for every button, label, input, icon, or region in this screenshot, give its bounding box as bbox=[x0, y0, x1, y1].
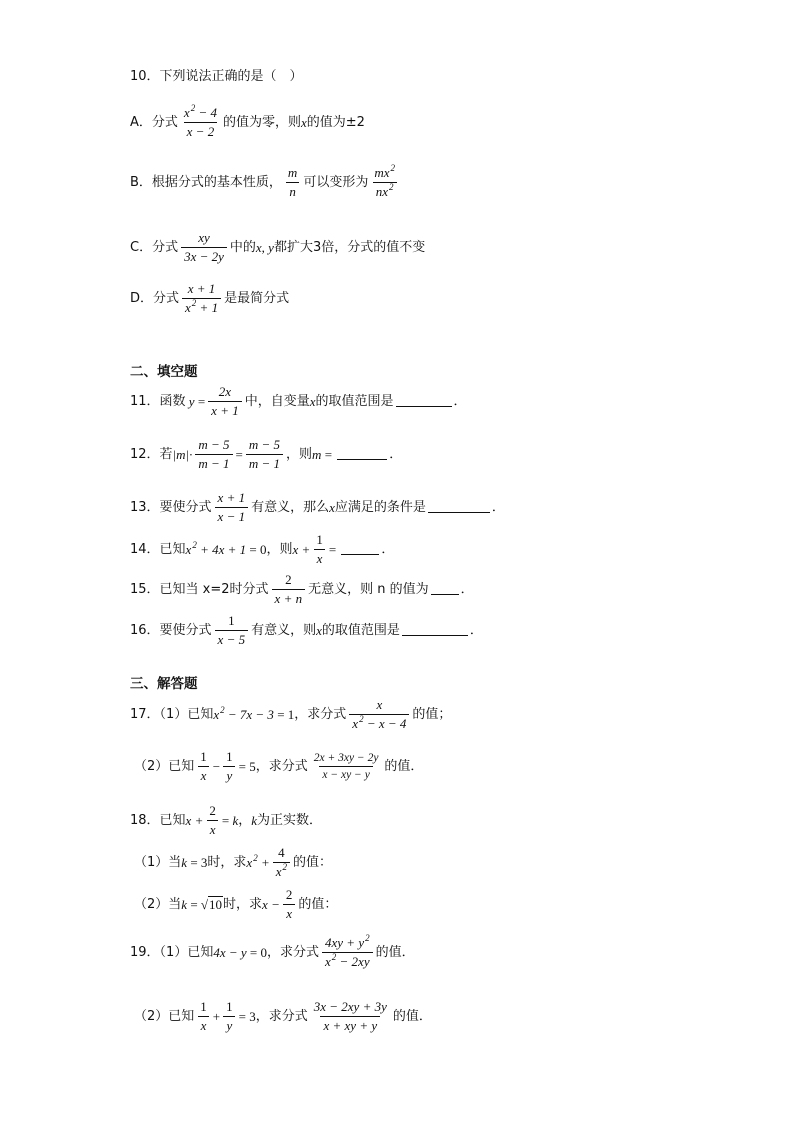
q19-part2: （2）已知 $\frac{1}{x}$ + $\frac{1}{y}$ = 3 ，求分式 $\frac{3x - 2xy + 3y}{x + xy + y}$ 的值． bbox=[134, 999, 432, 1033]
q15 bbox=[130, 573, 474, 605]
q10-d-label: D．分式 bbox=[130, 290, 180, 306]
q16-text-1: 16．要使分式 bbox=[130, 622, 212, 638]
q14: 14．已知 $x^2 + 4x + 1$ = 0 ，则 x + $\frac{1}{x}$ = ． bbox=[130, 532, 395, 566]
q16-text-2: 有意义，则 bbox=[251, 622, 317, 638]
q15-text-1: 15．已知当 x=2时分式 bbox=[130, 581, 269, 597]
q13-text-3: 应满足的条件是 bbox=[334, 499, 426, 515]
q19-p1-text-1: 19．（1）已知 bbox=[130, 944, 214, 960]
q16-text-4: ． bbox=[469, 622, 483, 638]
q10-c-label: C．分式 bbox=[130, 239, 179, 255]
q18-p2-fraction: $\frac{2}{x}$ bbox=[283, 888, 296, 920]
q18-text-2: ， bbox=[238, 812, 252, 828]
q18-p2-text-3: 的值： bbox=[298, 896, 338, 912]
q11-answer-blank[interactable] bbox=[396, 396, 452, 407]
q17-p2-text-3: 的值． bbox=[384, 758, 424, 774]
q15-answer-blank[interactable] bbox=[431, 584, 459, 595]
q19-p1-fraction: $\frac{4xy + y^2}{x^2 - 2xy}$ bbox=[322, 936, 373, 968]
q17-p2-fraction-b: $\frac{1}{y}$ bbox=[223, 750, 236, 782]
q17-p1-text-1: 17．（1）已知 bbox=[130, 706, 214, 722]
q10-c-fraction: $\frac{xy}{3x - 2y}$ bbox=[181, 231, 227, 263]
q10-option-d bbox=[130, 282, 289, 314]
q13-text-1: 13．要使分式 bbox=[130, 499, 212, 515]
q17-p2-text-1: （2）已知 bbox=[134, 758, 195, 774]
q18-part2: （2）当 k = √10 时，求 x − $\frac{2}{x}$ 的值： bbox=[134, 887, 338, 921]
q16-fraction: $\frac{1}{x - 5}$ bbox=[215, 614, 249, 646]
q10-stem-text: 10．下列说法正确的是（ ） bbox=[130, 69, 303, 84]
q17-p1-text-2: ，求分式 bbox=[294, 706, 347, 722]
q18-stem: 18．已知 x + $\frac{2}{x}$ = k ， k 为正实数． bbox=[130, 803, 323, 837]
section2-title: 二、填空题 bbox=[130, 364, 198, 380]
section-solve-title bbox=[130, 678, 198, 692]
q10-option-a: A．分式 $\frac{x^2 - 4}{x - 2}$ 的值为零，则 x 的值为±2 bbox=[130, 103, 365, 139]
q11: 11．函数 y = $\frac{2x}{x + 1}$ 中，自变量 x 的取值范围是 ． bbox=[130, 384, 467, 418]
q10-b-fraction-2: $\frac{mx^2}{nx^2}$ bbox=[374, 163, 395, 199]
q18-p1-text-1: （1）当 bbox=[134, 854, 182, 870]
q19-p1-text-3: 的值． bbox=[375, 944, 415, 960]
q14-fraction: $\frac{1}{x}$ bbox=[313, 533, 326, 565]
q14-text-1: 14．已知 bbox=[130, 541, 186, 557]
q11-fraction: $\frac{2x}{x + 1}$ bbox=[208, 385, 242, 417]
q13-text-2: 有意义，那么 bbox=[251, 499, 330, 515]
q10-c-text-end: 都扩大3倍，分式的值不变 bbox=[273, 239, 426, 255]
q10-option-b bbox=[130, 163, 401, 199]
q12-fraction-2: $\frac{m - 5}{m - 1}$ bbox=[246, 438, 283, 470]
q10-stem bbox=[130, 70, 303, 83]
q13-text-4: ． bbox=[491, 499, 505, 515]
q17-part2: （2）已知 $\frac{1}{x}$ − $\frac{1}{y}$ = 5 ，求分式 $\frac{2x + 3xy - 2y}{x - xy - y}$ 的值． bbox=[134, 749, 424, 783]
q19-p2-text-1: （2）已知 bbox=[134, 1008, 195, 1024]
q16-answer-blank[interactable] bbox=[402, 625, 468, 636]
q15-text-2: 无意义，则 n 的值为 bbox=[308, 581, 429, 597]
q10-d-text: 是最简分式 bbox=[224, 290, 290, 306]
q12-answer-blank[interactable] bbox=[337, 449, 387, 460]
q17-p2-fraction-a: $\frac{1}{x}$ bbox=[197, 750, 210, 782]
q13: 13．要使分式 $\frac{x + 1}{x - 1}$ 有意义，那么 x 应满足的条件是 ． bbox=[130, 490, 505, 524]
q11-text-2: 中，自变量 bbox=[244, 393, 310, 409]
q12: 12．若 |m|· $\frac{m - 5}{m - 1}$ = $\frac{m - 5}{m - 1}$ ，则 m = ． bbox=[130, 437, 403, 471]
q19-p2-fraction-a: $\frac{1}{x}$ bbox=[197, 1000, 210, 1032]
q19-p2-text-3: 的值． bbox=[392, 1008, 432, 1024]
q18-p2-text-2: 时，求 bbox=[223, 896, 263, 912]
q12-fraction-1: $\frac{m - 5}{m - 1}$ bbox=[195, 438, 232, 470]
q13-answer-blank[interactable] bbox=[428, 502, 490, 513]
section3-title: 三、解答题 bbox=[130, 676, 198, 692]
q10-a-text-end: 的值为±2 bbox=[306, 114, 365, 130]
q17-p1-text-3: 的值； bbox=[412, 706, 452, 722]
q12-text-2: ，则 bbox=[286, 446, 313, 462]
q15-fraction: $\frac{2}{x + n}$ bbox=[272, 573, 306, 605]
q10-a-fraction: $\frac{x^2 - 4}{x - 2}$ bbox=[183, 103, 217, 139]
q10-option-c: C．分式 $\frac{xy}{3x - 2y}$ 中的 x, y 都扩大3倍，分式的值不变 bbox=[130, 230, 426, 264]
q13-fraction: $\frac{x + 1}{x - 1}$ bbox=[215, 491, 249, 523]
q18-fraction: $\frac{2}{x}$ bbox=[206, 804, 219, 836]
q18-p1-text-3: 的值： bbox=[293, 854, 333, 870]
q17-p1-fraction: $\frac{x}{x^2 - x - 4}$ bbox=[349, 698, 409, 730]
q19-p1-text-2: ，求分式 bbox=[266, 944, 319, 960]
q14-text-3: ． bbox=[381, 541, 395, 557]
q10-a-label: A．分式 bbox=[130, 114, 178, 130]
q17-part1: 17．（1）已知 $x^2 - 7x - 3$ = 1 ，求分式 $\frac{x}{x^2 - x - 4}$ 的值； bbox=[130, 697, 452, 731]
q14-text-2: ，则 bbox=[266, 541, 293, 557]
section-fill-in-title bbox=[130, 366, 198, 380]
q17-p2-fraction-main: $\frac{2x + 3xy - 2y}{x - xy - y}$ bbox=[313, 751, 379, 781]
q10-d-fraction: $\frac{x + 1}{x^2 + 1}$ bbox=[182, 282, 221, 314]
q10-b-fraction-1: $\frac{m}{n}$ bbox=[287, 165, 298, 199]
q10-c-text: 中的 bbox=[229, 239, 256, 255]
q18-text-1: 18．已知 bbox=[130, 812, 186, 828]
q19-part1: 19．（1）已知 4x − y = 0 ，求分式 $\frac{4xy + y^2}{x^2 - 2xy}$ 的值． bbox=[130, 933, 415, 969]
q19-p2-fraction-main: $\frac{3x - 2xy + 3y}{x + xy + y}$ bbox=[313, 999, 387, 1033]
q18-text-3: 为正实数． bbox=[257, 812, 323, 828]
q18-p1-fraction: $\frac{4}{x^2}$ bbox=[273, 846, 290, 878]
q11-text-1: 11．函数 bbox=[130, 393, 186, 409]
q18-p1-text-2: 时，求 bbox=[207, 854, 247, 870]
q17-p2-text-2: ，求分式 bbox=[255, 758, 308, 774]
q12-text-3: ． bbox=[389, 446, 403, 462]
q18-part1: （1）当 k = 3 时，求 $x^2$ + $\frac{4}{x^2}$ 的值： bbox=[134, 845, 333, 879]
q10-b-text: 可以变形为 bbox=[303, 174, 369, 190]
q10-b-label: B．根据分式的基本性质， bbox=[130, 174, 282, 190]
q16-text-3: 的取值范围是 bbox=[321, 622, 400, 638]
q11-text-3: 的取值范围是 bbox=[315, 393, 394, 409]
q16: 16．要使分式 $\frac{1}{x - 5}$ 有意义，则 x 的取值范围是 ． bbox=[130, 613, 483, 647]
q15-text-3: ． bbox=[460, 581, 474, 597]
q11-text-4: ． bbox=[453, 393, 467, 409]
q14-answer-blank[interactable] bbox=[341, 544, 379, 555]
q19-p2-fraction-b: $\frac{1}{y}$ bbox=[223, 1000, 236, 1032]
q19-p2-text-2: ，求分式 bbox=[255, 1008, 308, 1024]
q10-a-text: 的值为零，则 bbox=[222, 114, 301, 130]
q12-text-1: 12．若 bbox=[130, 446, 173, 462]
q18-p2-text-1: （2）当 bbox=[134, 896, 182, 912]
